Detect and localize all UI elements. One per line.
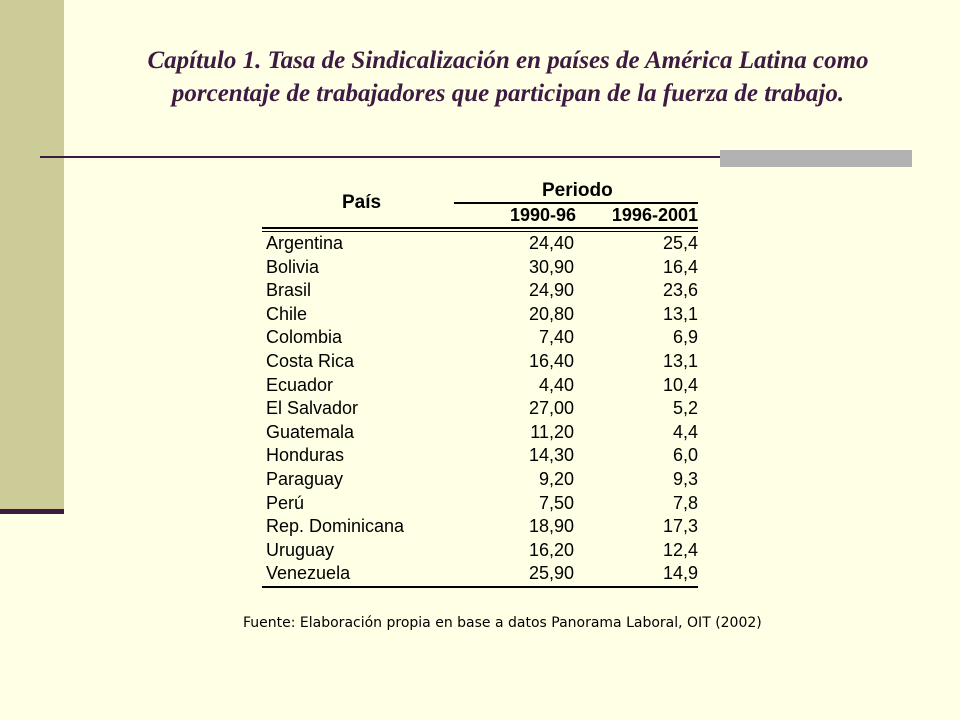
value-1996-2001-cell: 14,9 xyxy=(662,563,698,584)
country-cell: Honduras xyxy=(266,445,345,466)
country-cell: Perú xyxy=(266,492,305,513)
value-1996-2001-cell: 6,0 xyxy=(672,445,698,466)
value-1996-2001-cell: 6,9 xyxy=(672,327,698,348)
value-1990-96-cell: 11,20 xyxy=(530,421,574,442)
value-1996-2001-cell: 5,2 xyxy=(672,398,698,419)
value-1996-2001-cell: 17,3 xyxy=(662,516,698,537)
country-cell: Uruguay xyxy=(266,539,335,560)
country-cell: El Salvador xyxy=(266,398,359,419)
table-row xyxy=(262,468,698,492)
table-row xyxy=(262,492,698,516)
value-1990-96-cell: 4,40 xyxy=(538,374,574,395)
value-1996-2001-cell: 10,4 xyxy=(662,374,698,395)
value-1996-2001-cell: 12,4 xyxy=(662,539,698,560)
value-1996-2001-cell: 23,6 xyxy=(662,280,698,301)
value-1990-96-cell: 9,20 xyxy=(538,468,574,489)
value-1996-2001-cell: 13,1 xyxy=(662,350,698,371)
value-1990-96-cell: 24,90 xyxy=(528,280,574,301)
value-1990-96-cell: 24,40 xyxy=(528,233,574,253)
header-country: País xyxy=(342,192,382,213)
table-row xyxy=(262,350,698,374)
country-cell: Guatemala xyxy=(266,421,355,442)
table-row xyxy=(262,326,698,350)
value-1990-96-cell: 14,30 xyxy=(528,445,574,466)
value-1996-2001-cell: 13,1 xyxy=(662,303,698,324)
table-row xyxy=(262,397,698,421)
country-cell: Colombia xyxy=(266,327,343,348)
value-1990-96-cell: 18,90 xyxy=(528,516,574,537)
table-row xyxy=(262,515,698,539)
table-row xyxy=(262,562,698,586)
value-1996-2001-cell: 7,8 xyxy=(672,492,698,513)
country-cell: Brasil xyxy=(266,280,312,301)
value-1990-96-cell: 16,20 xyxy=(528,539,574,560)
value-1996-2001-cell: 25,4 xyxy=(662,233,698,253)
value-1996-2001-cell: 16,4 xyxy=(662,256,698,277)
country-cell: Costa Rica xyxy=(266,350,355,371)
header-bottom-line xyxy=(262,227,698,229)
value-1990-96-cell: 30,90 xyxy=(528,256,574,277)
slide-title xyxy=(80,44,936,110)
value-1990-96-cell: 27,00 xyxy=(528,398,574,419)
column-header-1990-96: 1990-96 xyxy=(509,205,576,225)
source-note: Fuente: Elaboración propia en base a datos Panorama Laboral, OIT (2002) xyxy=(243,615,762,631)
value-1990-96-cell: 16,40 xyxy=(528,350,574,371)
value-1990-96-cell: 7,50 xyxy=(538,492,574,513)
country-cell: Chile xyxy=(266,303,308,324)
table-body xyxy=(262,232,698,586)
slide-title-line-2: porcentaje de trabajadores que participan de la fuerza de trabajo. xyxy=(171,80,845,107)
value-1990-96-cell: 20,80 xyxy=(528,303,574,324)
period-header-line xyxy=(454,202,698,204)
slide-title-line-1: Capítulo 1. Tasa de Sindicalización en países de América Latina como xyxy=(147,47,869,74)
title-divider-block xyxy=(720,150,912,167)
country-cell: Ecuador xyxy=(266,374,334,395)
table-row xyxy=(262,256,698,280)
table-row xyxy=(262,303,698,327)
column-header-1996-2001: 1996-2001 xyxy=(611,205,698,225)
left-accent-bar xyxy=(0,0,64,512)
country-cell: Bolivia xyxy=(266,256,320,277)
table-row xyxy=(262,374,698,398)
table-row xyxy=(262,279,698,303)
table-row xyxy=(262,444,698,468)
country-cell: Rep. Dominicana xyxy=(266,516,405,537)
value-1996-2001-cell: 4,4 xyxy=(672,421,698,442)
table-bottom-line xyxy=(262,586,698,588)
table-row xyxy=(262,421,698,445)
header-period: Periodo xyxy=(542,180,613,201)
table-row xyxy=(262,539,698,563)
value-1990-96-cell: 7,40 xyxy=(538,327,574,348)
value-1990-96-cell: 25,90 xyxy=(528,563,574,584)
country-cell: Paraguay xyxy=(266,468,344,489)
table-row xyxy=(262,232,698,256)
value-1996-2001-cell: 9,3 xyxy=(672,468,698,489)
country-cell: Venezuela xyxy=(266,563,351,584)
country-cell: Argentina xyxy=(266,233,344,253)
left-accent-bar-line xyxy=(0,509,64,514)
